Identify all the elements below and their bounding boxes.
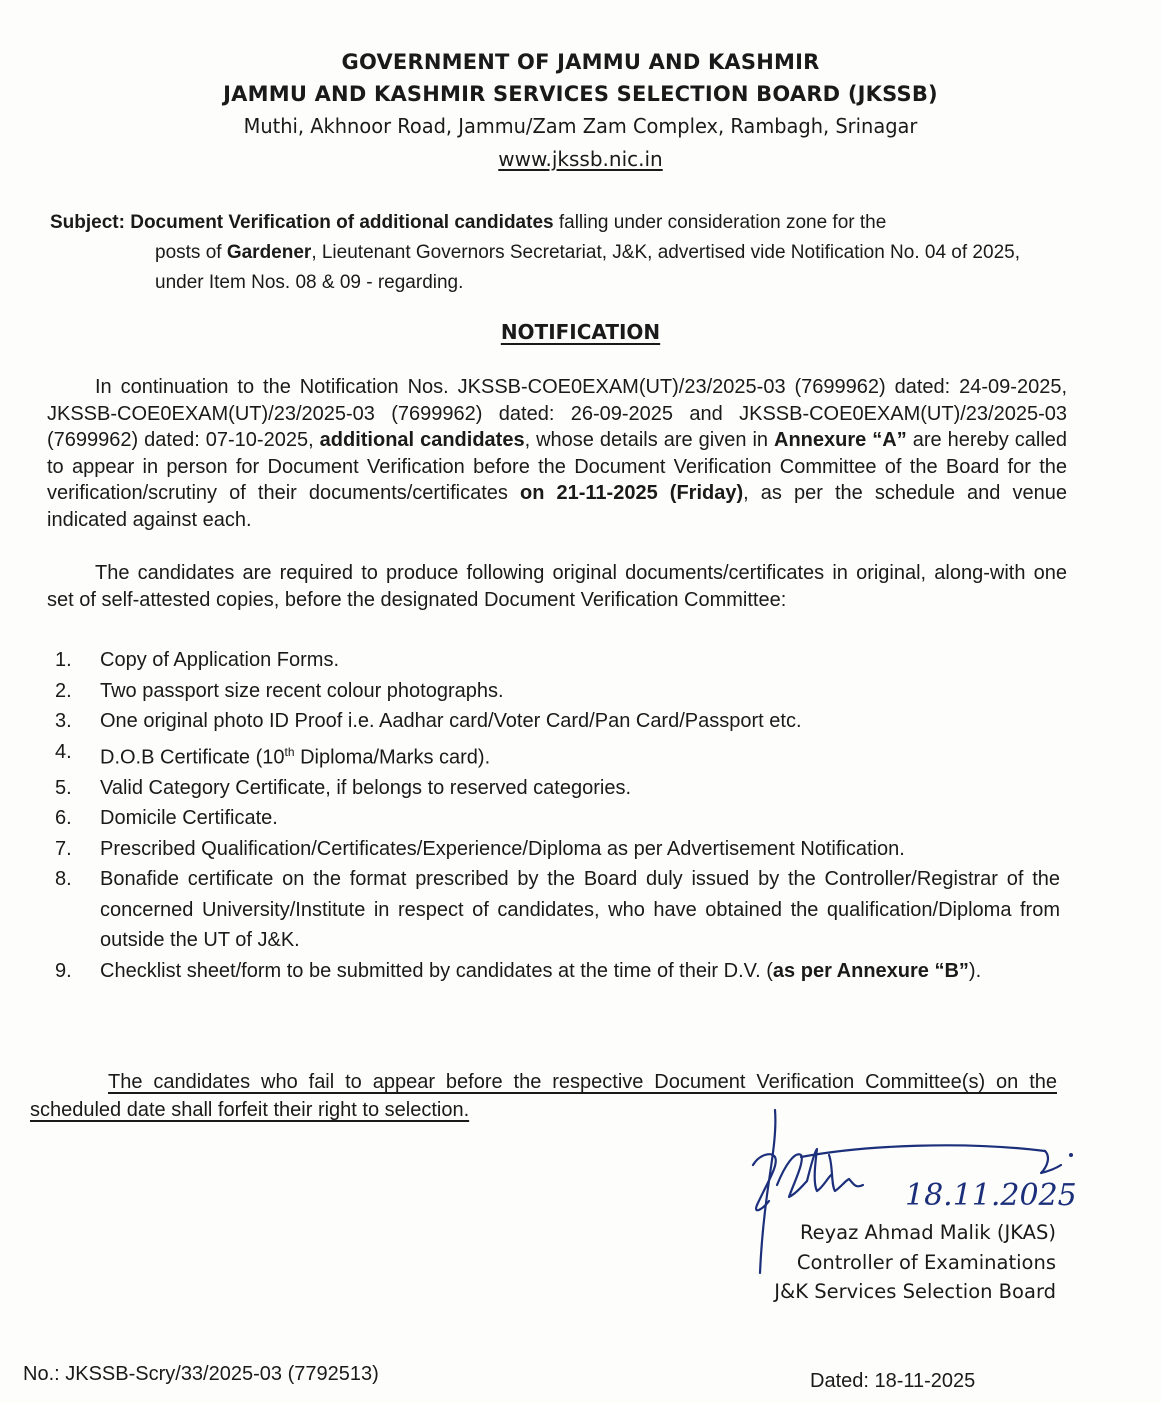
subject-block: [50, 208, 1070, 298]
paragraph-requirements: The candidates are required to produce following original documents/certificates in original, along-with one set of self-attested copies, before the designated Document Verification Committee:: [47, 562, 1067, 611]
para1-bold-date: on 21-11-2025 (Friday): [519, 482, 744, 504]
para1-text-3: are hereby called to appear in person for Document Verification before the Document Verification Committee of the Board for the verification/scrutiny of their documents/certificates: [47, 429, 1068, 504]
superscript: th: [284, 744, 295, 759]
para1-bold-annexure: Annexure “A”: [774, 429, 907, 451]
signatory-block: [760, 1218, 1056, 1307]
item-bold-annexure: as per Annexure “B”: [772, 959, 969, 982]
item-text: Copy of Application Forms.: [100, 649, 339, 671]
issue-date: Dated: 18-11-2025: [810, 1370, 976, 1392]
signature-dot: [1069, 1153, 1073, 1157]
item-text-after: ).: [968, 959, 982, 982]
item-number: 7.: [55, 837, 72, 860]
item-text: Domicile Certificate.: [100, 807, 278, 830]
govt-title: GOVERNMENT OF JAMMU AND KASHMIR: [341, 50, 820, 74]
para1-text-1: In continuation to the Notification Nos. JKSSB-COE0EXAM(UT)/23/2025-03 (7699962) dated: 24-09-2025, JKSSB-COE0EXAM(UT)/23/2025-03 (7699962) dated: 26-09-2025 and JKSSB-COE0EXAM(UT)/23/2025-03 (7699962) dated: 07-10-2025,: [47, 376, 1067, 451]
item-text-after: Diploma/Marks card).: [294, 746, 491, 769]
item-number: 6.: [55, 807, 72, 830]
paragraph-continuation: [47, 374, 1067, 533]
item-text: Two passport size recent colour photographs.: [100, 679, 504, 702]
board-address: Muthi, Akhnoor Road, Jammu/Zam Zam Complex, Rambagh, Srinagar: [243, 114, 918, 138]
subject-post: Gardener: [226, 242, 312, 263]
item-text: [100, 737, 1060, 773]
signature-date: 18.11.2025: [905, 1178, 1077, 1213]
notification-title: NOTIFICATION: [500, 320, 661, 344]
subject-text-1: falling under consideration zone for the: [553, 212, 887, 233]
list-item: [55, 773, 1060, 804]
subject-text-3: , Lieutenant Governors Secretariat, J&K, advertised vide Notification No. 04 of 2025, under Item Nos. 08 & 09 - regarding.: [155, 242, 1020, 293]
signatory-designation: Controller of Examinations: [796, 1250, 1056, 1274]
reference-number: No.: JKSSB-Scry/33/2025-03 (7792513): [23, 1363, 379, 1385]
website-row: [0, 147, 1161, 171]
item-number: 2.: [55, 679, 72, 702]
board-title: JAMMU AND KASHMIR SERVICES SELECTION BOARD (JKSSB): [223, 82, 938, 106]
para1-bold-candidates: additional candidates: [319, 429, 525, 451]
subject-label: Subject:: [50, 212, 125, 233]
item-text: One original photo ID Proof i.e. Aadhar card/Voter Card/Pan Card/Passport etc.: [100, 710, 802, 732]
forfeit-warning: The candidates who fail to appear before the respective Document Verification Committee(s) on the scheduled date shall forfeit their right to selection.: [30, 1071, 1057, 1121]
list-item: [55, 676, 1060, 707]
documents-list: [55, 645, 1060, 986]
item-text-before: Checklist sheet/form to be submitted by candidates at the time of their D.V. (: [100, 959, 773, 982]
item-number: 1.: [55, 649, 72, 671]
list-item: [55, 803, 1060, 834]
para1-text-2: , whose details are given in: [524, 429, 775, 451]
item-text: [100, 956, 1060, 987]
item-text: Valid Category Certificate, if belongs to reserved categories.: [100, 776, 632, 799]
website-link[interactable]: www.jkssb.nic.in: [498, 147, 663, 171]
item-text: Bonafide certificate on the format prescribed by the Board duly issued by the Controller/Registrar of the concerned University/Institute in respect of candidates, who have obtained the qualification/Diploma from outside the UT of J&K.: [100, 868, 1060, 952]
item-text-before: D.O.B Certificate (10: [100, 746, 285, 769]
list-item: [55, 834, 1060, 865]
item-number: 9.: [55, 959, 72, 982]
subject-continuation: [50, 238, 1070, 298]
para1-text-4: , as per the schedule and venue indicated against each.: [47, 482, 1067, 531]
list-item: [55, 645, 1060, 676]
list-item: [55, 864, 1060, 956]
list-item: [55, 956, 1060, 987]
signatory-organization: J&K Services Selection Board: [774, 1280, 1056, 1303]
item-number: 5.: [55, 776, 72, 799]
list-item: [55, 706, 1060, 737]
list-item: [55, 737, 1060, 773]
item-number: 4.: [55, 740, 72, 763]
item-text: Prescribed Qualification/Certificates/Experience/Diploma as per Advertisement Notification.: [100, 837, 905, 860]
signatory-name: Reyaz Ahmad Malik (JKAS): [799, 1221, 1056, 1244]
subject-text-2: posts of: [155, 242, 227, 263]
item-number: 3.: [55, 710, 72, 732]
item-number: 8.: [55, 868, 72, 891]
subject-bold: Document Verification of additional candidates: [130, 212, 554, 233]
